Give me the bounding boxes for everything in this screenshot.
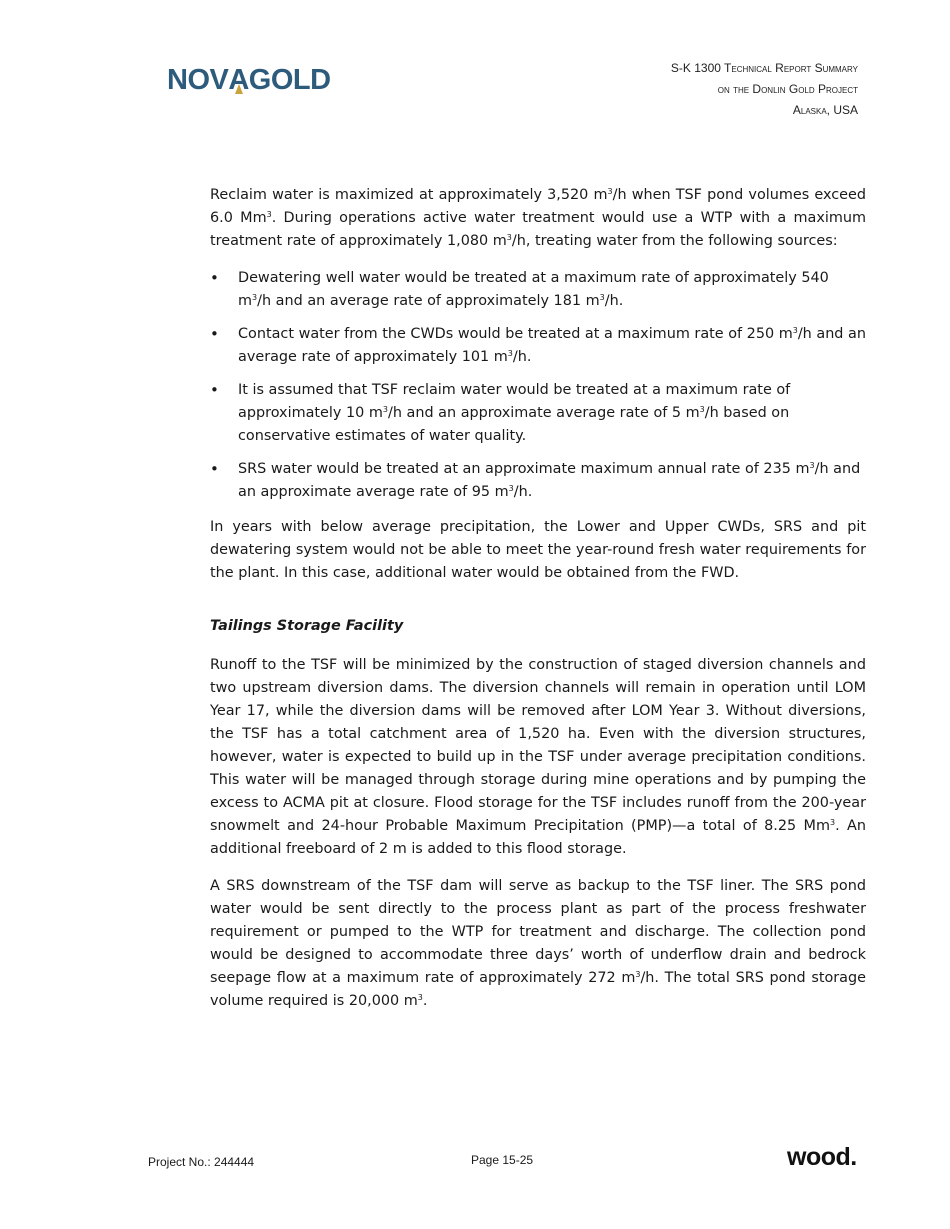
document-body (210, 184, 866, 1013)
list-item: • It is assumed that TSF reclaim water would be treated at a maximum rate of approximately 10 $m^3/h$ and an approximate average rate of 5 $m^3/h$ based on conservative estimates of water quality. (210, 379, 866, 448)
header-line-2: on the Donlin Gold Project (717, 82, 858, 96)
paragraph-reclaim-water: Reclaim water is maximized at approximately 3,520 $m^3/h$ when TSF pond volumes exceed 6.0 Mm$^3$. During operations active water treatment would use a WTP with a maximum treatment rate of approximately 1,080 $m^3/h$, treating water from the following sources: (210, 187, 867, 249)
list-item: • Dewatering well water would be treated at a maximum rate of approximately 540 $m^3/h$ and an average rate of approximately 181 $m^3/h$. (210, 267, 866, 313)
novagold-logo: NOVAGOLD (167, 64, 331, 96)
wood-logo: wood. (787, 1143, 857, 1171)
header-line-1: S-K 1300 Technical Report Summary (670, 61, 858, 75)
page-number: Page 15-25 (471, 1153, 534, 1167)
list-item: • SRS water would be treated at an approximate maximum annual rate of 235 $m^3/h$ and an approximate average rate of 95 $m^3/h$. (210, 458, 866, 504)
paragraph-below-average-precipitation: In years with below average precipitation, the Lower and Upper CWDs, SRS and pit dewatering system would not be able to meet the year-round fresh water requirements for the plant. In this case, additional water would be obtained from the FWD. (210, 519, 866, 581)
header-line-3: Alaska, USA (792, 103, 858, 117)
water-sources-list (210, 267, 866, 504)
report-header (671, 58, 858, 121)
project-number: Project No.: 244444 (148, 1155, 255, 1169)
paragraph-tsf-runoff: Runoff to the TSF will be minimized by the construction of staged diversion channels and two upstream diversion dams. The diversion channels will remain in operation until LOM Year 17, while the diversion dams will be removed after LOM Year 3. Without diversions, the TSF has a total catchment area of 1,520 ha. Even with the diversion structures, however, water is expected to build up in the TSF under average precipitation conditions. This water will be managed through storage during mine operations and by pumping the excess to ACMA pit at closure. Flood storage for the TSF includes runoff from the 200-year snowmelt and 24-hour Probable Maximum Precipitation (PMP)—a total of 8.25 Mm$^3$. An additional freeboard of 2 m is added to this flood storage. (210, 657, 866, 857)
section-heading: Tailings Storage Facility (210, 618, 404, 634)
list-item: • Contact water from the CWDs would be treated at a maximum rate of 250 $m^3/h$ and an average rate of approximately 101 $m^3/h$. (210, 323, 866, 369)
paragraph-srs: A SRS downstream of the TSF dam will serve as backup to the TSF liner. The SRS pond water would be sent directly to the process plant as part of the process freshwater requirement or pumped to the WTP for treatment and discharge. The collection pond would be designed to accommodate three days’ worth of underflow drain and bedrock seepage flow at a maximum rate of approximately 272 $m^3/h$. The total SRS pond storage volume required is 20,000 $m^3$. (210, 878, 866, 1009)
